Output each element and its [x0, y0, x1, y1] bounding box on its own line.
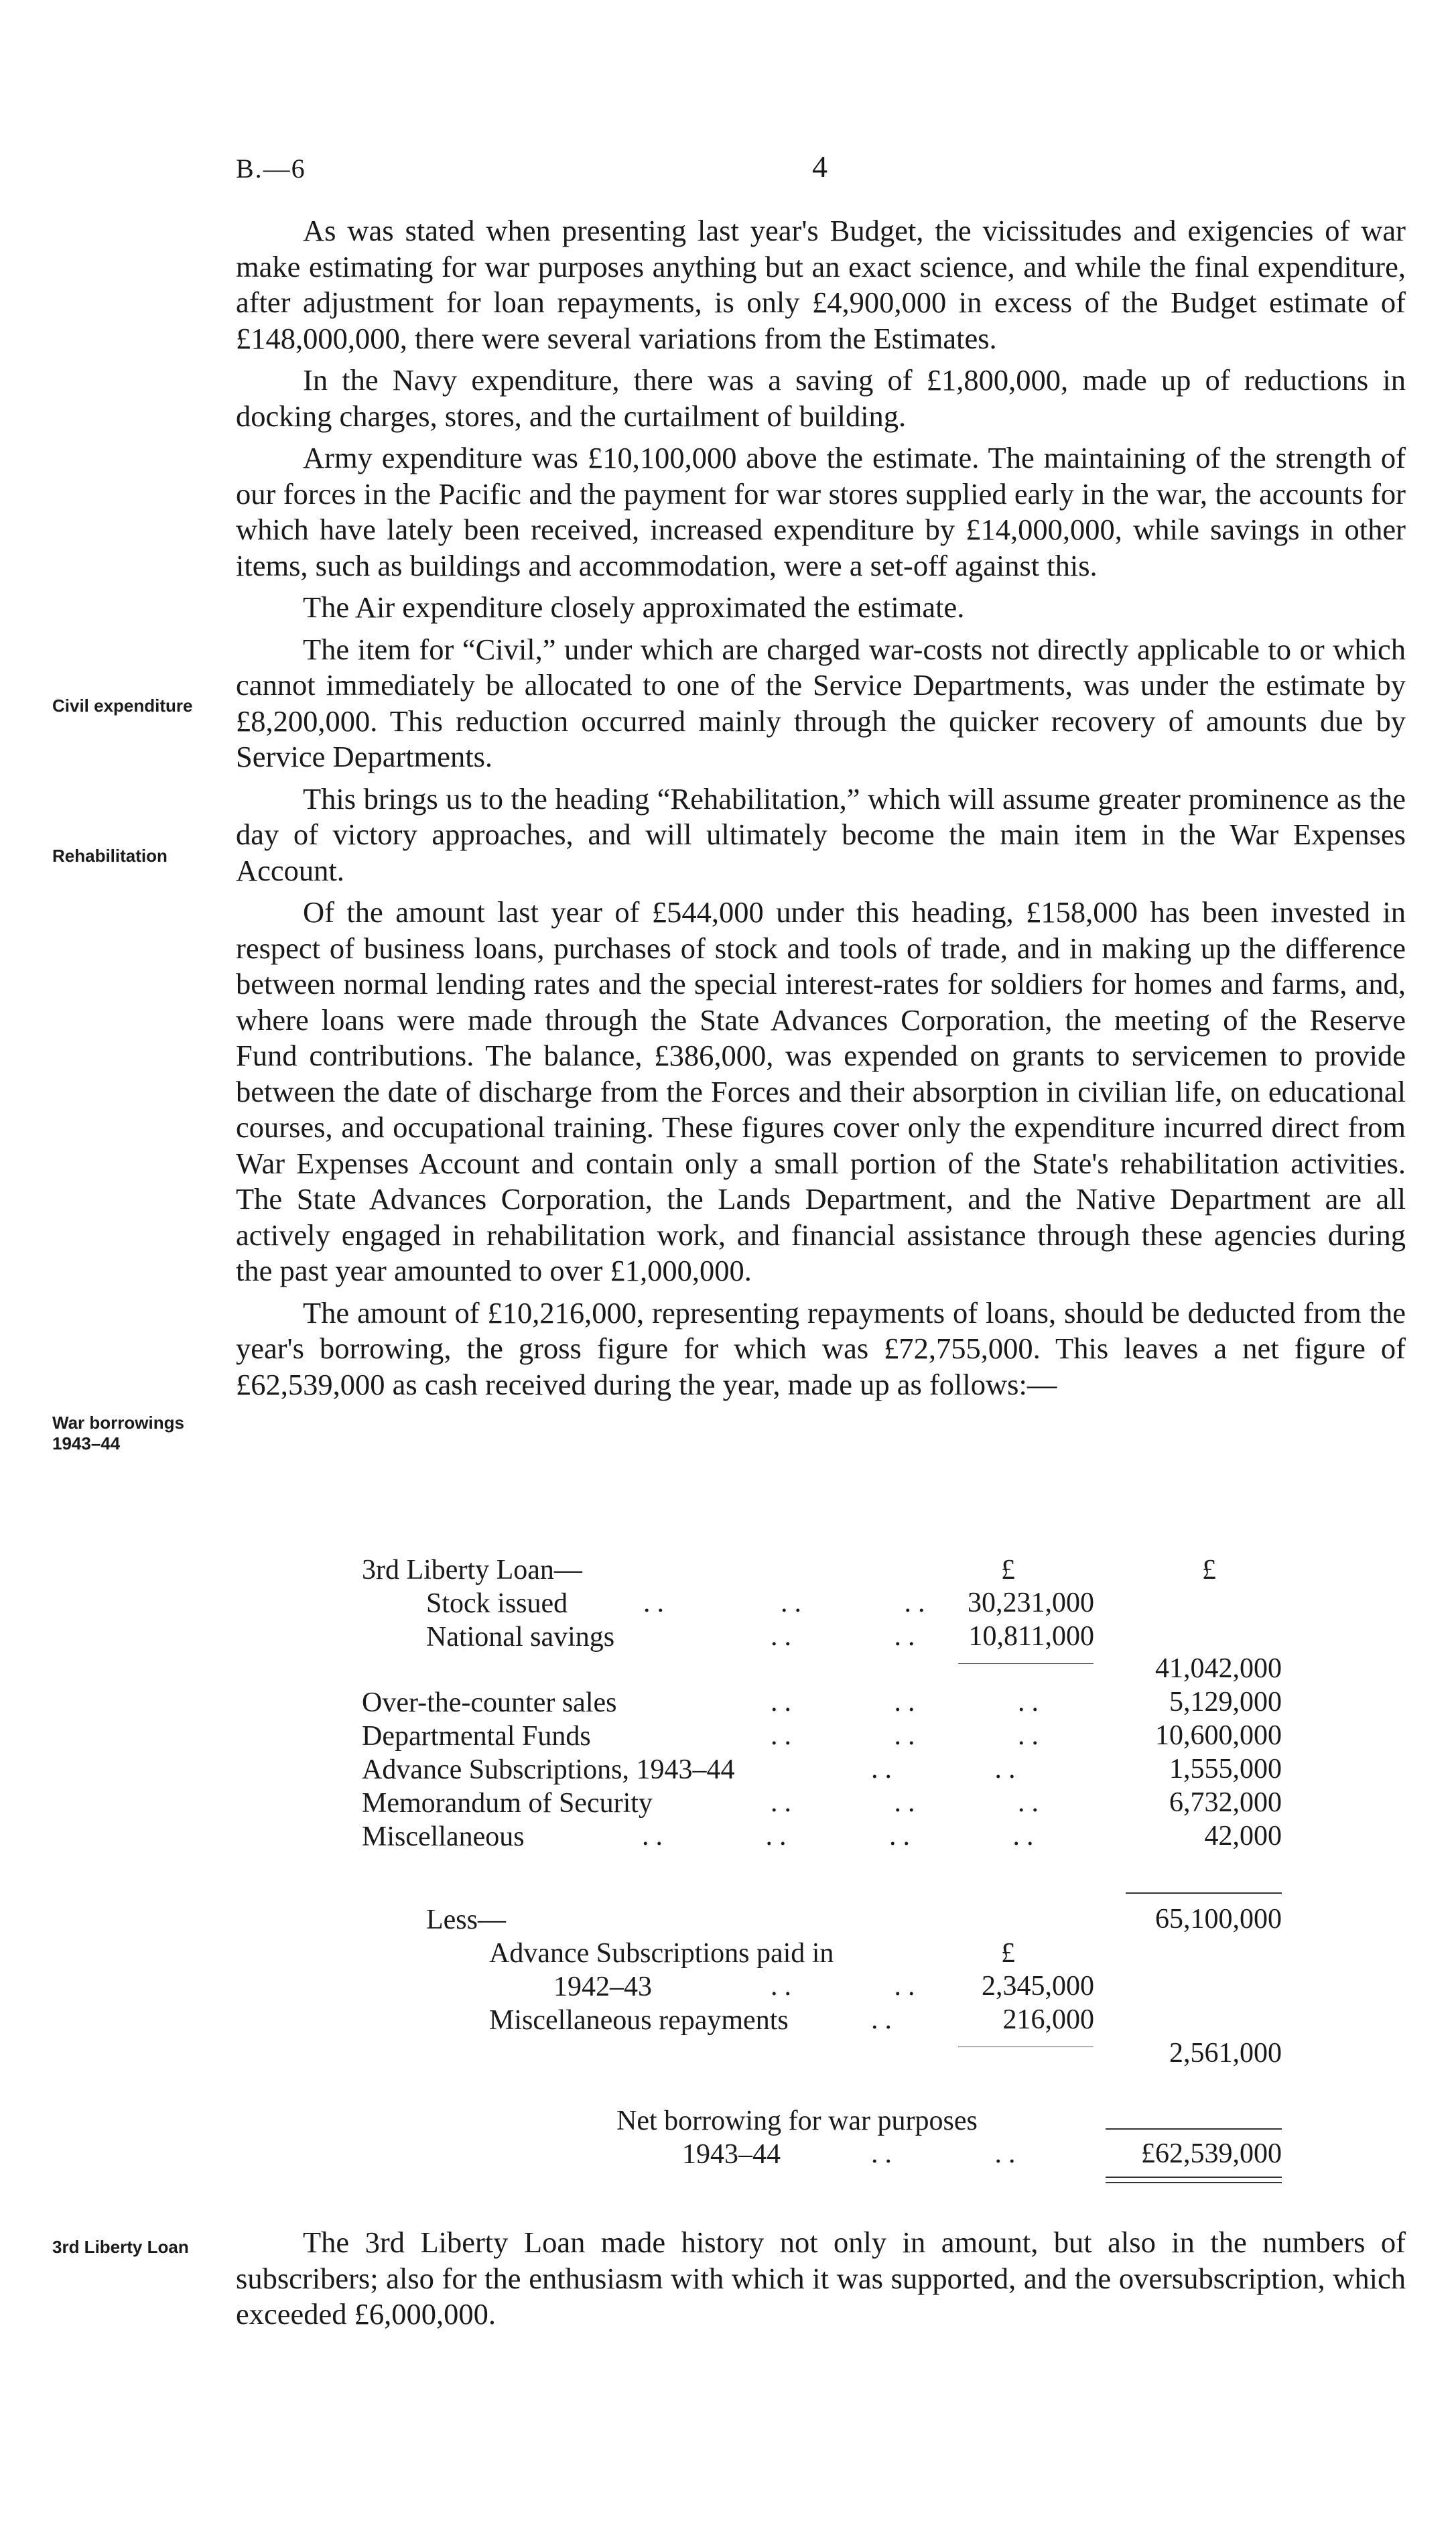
- paragraph-navy: In the Navy expenditure, there was a saving of £1,800,000, made up of reductions in docking charges, stores, and the curtailment of building.: [236, 363, 1406, 433]
- margin-note-war-borrowings: War borrowings 1943–44: [52, 1413, 184, 1453]
- net-borrowing-year: 1943–44: [682, 2139, 781, 2170]
- leader-dots: .. .. ..: [643, 1588, 932, 1618]
- liberty-loan-label: 3rd Liberty Loan—: [362, 1555, 582, 1585]
- row-amount-departmental-funds: 10,600,000: [1155, 1720, 1282, 1751]
- row-amount-memorandum-of-security: 6,732,000: [1169, 1787, 1282, 1818]
- total-rule: [1106, 2128, 1282, 2130]
- paragraph-civil: The item for “Civil,” under which are charged war-costs not directly applicable to or which cannot immediately be allocated to one of the Service Departments, was under the estimate by £8,200,000. This reduction occurred mainly through the quicker recovery of amounts due by Service Departments.: [236, 632, 1406, 773]
- body-section-2: [236, 2225, 1406, 2339]
- row-amount-advance-subscriptions: 1,555,000: [1169, 1754, 1282, 1785]
- leader-dots: .. .. ..: [771, 1787, 1045, 1818]
- leader-dots: .. .. ..: [771, 1720, 1045, 1751]
- gross-total: 65,100,000: [1155, 1904, 1282, 1935]
- advance-paid-year: 1942–43: [553, 1971, 652, 2002]
- advance-paid-amount: 2,345,000: [982, 1971, 1094, 2002]
- leader-dots: .. .. .. ..: [642, 1821, 1041, 1852]
- paragraph-rehabilitation-amounts: Of the amount last year of £544,000 under this heading, £158,000 has been invested in respect of business loans, purchases of stock and tools of trade, and in making up the difference between normal lending rates and the special interest-rates for soldiers for homes and farms, and, where loans were made through the State Advances Corporation, the meeting of the Reserve Fund contributions. The balance, £386,000, was expended on grants to servicemen to provide between the date of discharge from the Forces and their absorption in civilian life, on educational courses, and occupational training. These figures cover only the expenditure incurred direct from War Expenses Account and contain only a small portion of the State's rehabilitation activities. The State Advances Corporation, the Lands Department, and the Native Department are all actively engaged in rehabilitation work, and financial assistance through these agencies during the past year amounted to over £1,000,000.: [236, 895, 1406, 1287]
- less-total: 2,561,000: [1169, 2038, 1282, 2069]
- advance-paid-label: Advance Subscriptions paid in: [489, 1938, 834, 1969]
- row-label-departmental-funds: Departmental Funds: [362, 1721, 591, 1752]
- double-rule-top: [1106, 2177, 1282, 2178]
- page-number: 4: [812, 149, 828, 184]
- paragraph-rehabilitation: This brings us to the heading “Rehabilitation,” which will assume greater prominence as the day of victory approaches, and will ultimately become the main item in the War Expenses Account.: [236, 781, 1406, 887]
- row-amount-miscellaneous: 42,000: [1204, 1821, 1282, 1852]
- net-borrowing-total: £62,539,000: [1141, 2138, 1282, 2169]
- total-rule: [1126, 1892, 1282, 1894]
- row-label-over-the-counter: Over-the-counter sales: [362, 1687, 617, 1718]
- document-reference: B.—6: [236, 153, 306, 184]
- row-amount-over-the-counter: 5,129,000: [1169, 1687, 1282, 1718]
- row-label-advance-subscriptions: Advance Subscriptions, 1943–44: [362, 1754, 735, 1785]
- misc-repayments-amount: 216,000: [1002, 2004, 1094, 2035]
- paragraph-budget-vicissitudes: As was stated when presenting last year's Budget, the vicissitudes and exigencies of war make estimating for war purposes anything but an exact science, and while the final expenditure, after adjustment for loan repayments, is only £4,900,000 in excess of the Budget estimate of £148,000,000, there were several variations from the Estimates.: [236, 214, 1406, 355]
- stock-issued-amount: 30,231,000: [968, 1588, 1094, 1618]
- national-savings-label: National savings: [426, 1622, 615, 1653]
- liberty-loan-total: 41,042,000: [1155, 1653, 1282, 1684]
- margin-note-rehabilitation: Rehabilitation: [52, 846, 168, 866]
- leader-dots: .. ..: [771, 1621, 922, 1652]
- leader-dots: ..: [871, 2004, 899, 2035]
- row-label-memorandum-of-security: Memorandum of Security: [362, 1788, 653, 1819]
- paragraph-war-borrowings: The amount of £10,216,000, representing repayments of loans, should be deducted from the year's borrowing, the gross figure for which was £72,755,000. This leaves a net figure of £62,539,000 as cash received during the year, made up as follows:—: [236, 1295, 1406, 1401]
- paragraph-air: The Air expenditure closely approximated the estimate.: [303, 590, 965, 624]
- paragraph-3rd-liberty-loan: The 3rd Liberty Loan made history not only in amount, but also in the numbers of subscribers; also for the enthusiasm with which it was supported, and the oversubscription, which exceeded £6,000,000.: [236, 2225, 1406, 2331]
- leader-dots: .. ..: [871, 1754, 1022, 1785]
- double-rule-bottom: [1106, 2182, 1282, 2183]
- currency-header-col-1b: £: [1001, 1938, 1015, 1969]
- leader-dots: .. .. ..: [771, 1687, 1045, 1718]
- misc-repayments-label: Miscellaneous repayments: [489, 2005, 789, 2036]
- currency-header-col-1: £: [1001, 1555, 1015, 1585]
- margin-note-civil-expenditure: Civil expenditure: [52, 696, 193, 716]
- leader-dots: .. ..: [771, 1971, 922, 2002]
- national-savings-amount: 10,811,000: [968, 1621, 1094, 1652]
- stock-issued-label: Stock issued: [426, 1588, 568, 1619]
- subtotal-rule: [958, 1663, 1094, 1664]
- row-label-miscellaneous: Miscellaneous: [362, 1821, 525, 1852]
- currency-header-col-2: £: [1202, 1555, 1216, 1585]
- margin-note-3rd-liberty-loan: 3rd Liberty Loan: [52, 2237, 189, 2257]
- net-borrowing-label: Net borrowing for war purposes: [616, 2106, 978, 2136]
- less-label: Less—: [426, 1904, 506, 1935]
- paragraph-army: Army expenditure was £10,100,000 above the estimate. The maintaining of the strength of our forces in the Pacific and the payment for war stores supplied early in the war, the accounts for which have lately been received, increased expenditure by £14,000,000, while savings in other items, such as buildings and accommodation, were a set-off against this.: [236, 441, 1406, 582]
- body-section-1: [236, 213, 1406, 1409]
- leader-dots: .. ..: [871, 2138, 1022, 2169]
